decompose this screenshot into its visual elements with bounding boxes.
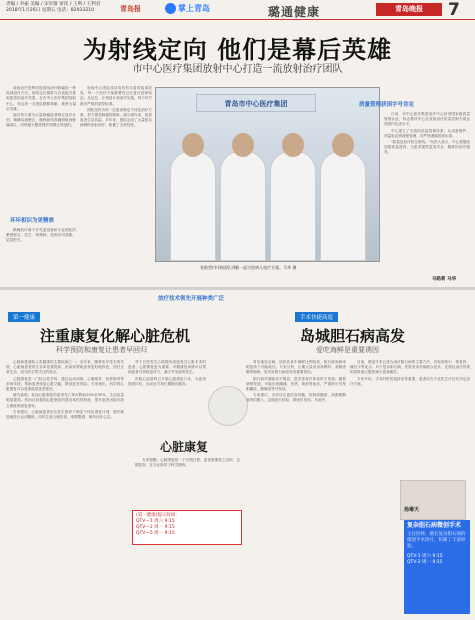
person-figure — [220, 151, 266, 261]
article-column-1b: 精确放疗离不开先进设备和专业团队的紧密配合，医生、物理师、技师各司其职，层层把关。 — [6, 228, 76, 243]
article-column-1: 放射治疗是利用放射线治疗肿瘤的一种局部治疗方法。射线定位精准与否直接关系到患者的治疗效果，在市中心医疗集团放射中心，有这样一支团队默默奉献，被誉为幕后英雄。 他们每天要为大量肿瘤患者制定放疗计划，精确勾画靶区，确保射线准确照射到肿瘤部位，同时最大限度保护周围正常组织。 — [6, 86, 76, 128]
schedule-line: QTV—5 周一 9:15 — [136, 531, 175, 536]
sidebar-title: 质量管理获国字号肯定 — [358, 102, 414, 108]
expert-info-box — [404, 520, 470, 614]
schedule-line: QTV—2 周一 9:15 — [136, 525, 175, 530]
bottom-right-headline: 岛城胆石病高发 — [300, 327, 406, 345]
section-title: 璐通健康 — [268, 5, 321, 19]
expert-desc: 主任医师，擅长复杂胆石病的微创手术治疗，积累了丰富经验。 — [407, 532, 466, 549]
page-number: 7 — [448, 0, 460, 20]
person-figure — [320, 151, 366, 261]
expert-photo — [400, 480, 466, 520]
schedule-line: QTV-2 周一 9:15 — [407, 560, 443, 565]
app-logo-icon — [165, 3, 176, 14]
bottom-right-subheadline: 爱吃海鲜是重要诱因 — [316, 346, 379, 354]
person-head — [282, 133, 304, 157]
sidebar-author: 马皓莉 马华 — [432, 277, 457, 282]
bottom-right-text: 青岛地处沿海，居民饮食中海鲜比例较高，胆石病发病率明显高于内陆地区。专家分析，长期大量食用高嘌呤、高胆固醇的海鲜，是导致胆石病高发的重要原因。 胆石病早期症状不明显，很多患者在体检时才发现。随着病情发展，可能出现腹痛、发热、黄疸等症状，严重时可引发胆囊炎、胰腺炎等并发症。 专家建议，市民应注意饮食均衡，控制高脂肪、高胆固醇食物的摄入，定期进行体检，做到早发现、早治疗。 — [246, 360, 346, 403]
bottom-left-tag: 第一健康 — [8, 312, 40, 322]
person-head — [332, 133, 354, 157]
brand-badge: 青岛晚报 — [376, 3, 442, 16]
bottom-left-headline: 注重康复化解心脏危机 — [40, 327, 191, 345]
team-photo — [155, 87, 380, 262]
page-header — [0, 0, 475, 20]
bottom-left-text: 心脏病是威胁人类健康的主要疾病之一。近年来，随着医疗技术的发展，心脏病患者的生存率显著提高，但如何帮助患者更好地恢复、回归正常生活，成为医学界关注的焦点。 心脏康复是一门综合性学科，通过运动训练、心理疏导、营养指导等多种手段，帮助患者恢复心脏功能，降低复发风险。专家指出，科学的心脏康复可以显著改善患者预后。 研究表明，参加心脏康复的患者死亡率可降低20%至30%，生活质量明显提高。然而目前我国心脏康复的普及率仍然较低，很多患者出院后缺乏系统的康复指导。 专家建议，心脏病患者应在医生指导下制定个体化康复计划，循序渐进地进行运动锻炼，同时注意合理饮食、戒烟限酒、保持良好心态。 — [6, 360, 124, 420]
tv-schedule-box — [132, 510, 242, 545]
bottom-left-text-2: 对于已经发生心肌梗死或接受过心脏手术的患者，心脏康复更为重要。早期康复训练可以帮助患者尽快恢复体力，减少并发症的发生。 医院心血管科已开展心脏康复门诊，为患者提供评估、运动处方和长期随访服务。 — [128, 360, 206, 386]
expert-name: 扬琳天 — [404, 507, 420, 513]
editor-line: 责编 / 李振 美编 / 宋军敏 审读 / 王利 / 王利君 — [6, 2, 101, 7]
column-title: 心脏康复 — [160, 440, 209, 454]
photo-caption: 张皓哲(中)和团队讲解一起讨论病人放疗方案。马华 摄 — [200, 265, 297, 270]
schedule-line: QTV—1 周六 9:15 — [136, 519, 175, 524]
person-figure — [270, 151, 316, 261]
editor-meta — [6, 2, 126, 14]
subhead-1: 坏坏相识为更精准 — [10, 218, 55, 224]
paper-logo: 青岛报 — [120, 5, 141, 13]
bottom-right-text-2: 目前，微创手术已成为治疗胆石病的主要方法，具有创伤小、恢复快、痛苦少等优点。对于复杂胆石病，医院采用多镜联合技术，在保证治疗效果的同时最大限度减少患者痛苦。 专家介绍，手术时机的选择非常重要，患者应在专业医生评估后决定治疗方案。 — [350, 360, 470, 386]
person-head — [182, 133, 204, 157]
person-figure — [170, 151, 216, 261]
schedule-line: QTV-1 周六 9:15 — [407, 554, 443, 559]
person-head — [232, 133, 254, 157]
bottom-left-subheadline: 科学预防和康复让患者早回归 — [56, 346, 147, 354]
subhead-2: 放疗技术领先开展种类广泛 — [158, 296, 225, 302]
article-column-2: 放射中心团队成员均具有丰富的临床经验，每一个治疗方案都要经过反复讨论和验证。从定位、计划设计到治疗实施，每个环节都有严格的质控标准。 团队坚持为每一位患者制定个体化治疗方案，努力提高肿瘤控制率，减少副作用，改善患者生活质量。多年来，团队完成了大量复杂病例的放射治疗，积累了宝贵经验。 — [80, 86, 152, 128]
main-subheadline: 市中心医疗集团放射中心打造一流放射治疗团队 — [132, 64, 343, 75]
doctor-portrait — [208, 386, 248, 426]
expert-title: 复杂胆石病微创手术 — [407, 522, 462, 529]
bottom-right-tag: 手术快捷高度 — [295, 312, 338, 322]
date-line: 2018年1月26日 星期五 电话：82933210 — [6, 8, 95, 13]
schedule-line: (第一健康)提示时间： — [136, 513, 181, 518]
sidebar-text: 日前，市中心医疗集团放疗中心获得国家级质量管理认证，标志着该中心在放射治疗质量控制方面达到国内先进水平。 中心建立了完善的质量管理体系，从设备维护、剂量验证到流程管理，均严格遵循国家标准。 "质量是放疗的生命线。"负责人表示，中心将继续加强质量建设，为患者提供更加安全、精准的治疗服务。 — [384, 112, 470, 155]
main-headline: 为射线定向 他们是幕后英雄 — [82, 35, 393, 64]
column-text: 专家提醒，心脏康复是一个长期过程，患者需要持之以恒，定期复查，在专业指导下科学锻炼。 — [135, 458, 240, 468]
app-logo-text: 掌上青岛 — [178, 4, 210, 13]
hospital-sign: 青岛市中心医疗集团 — [196, 94, 316, 112]
section-divider — [0, 287, 475, 290]
